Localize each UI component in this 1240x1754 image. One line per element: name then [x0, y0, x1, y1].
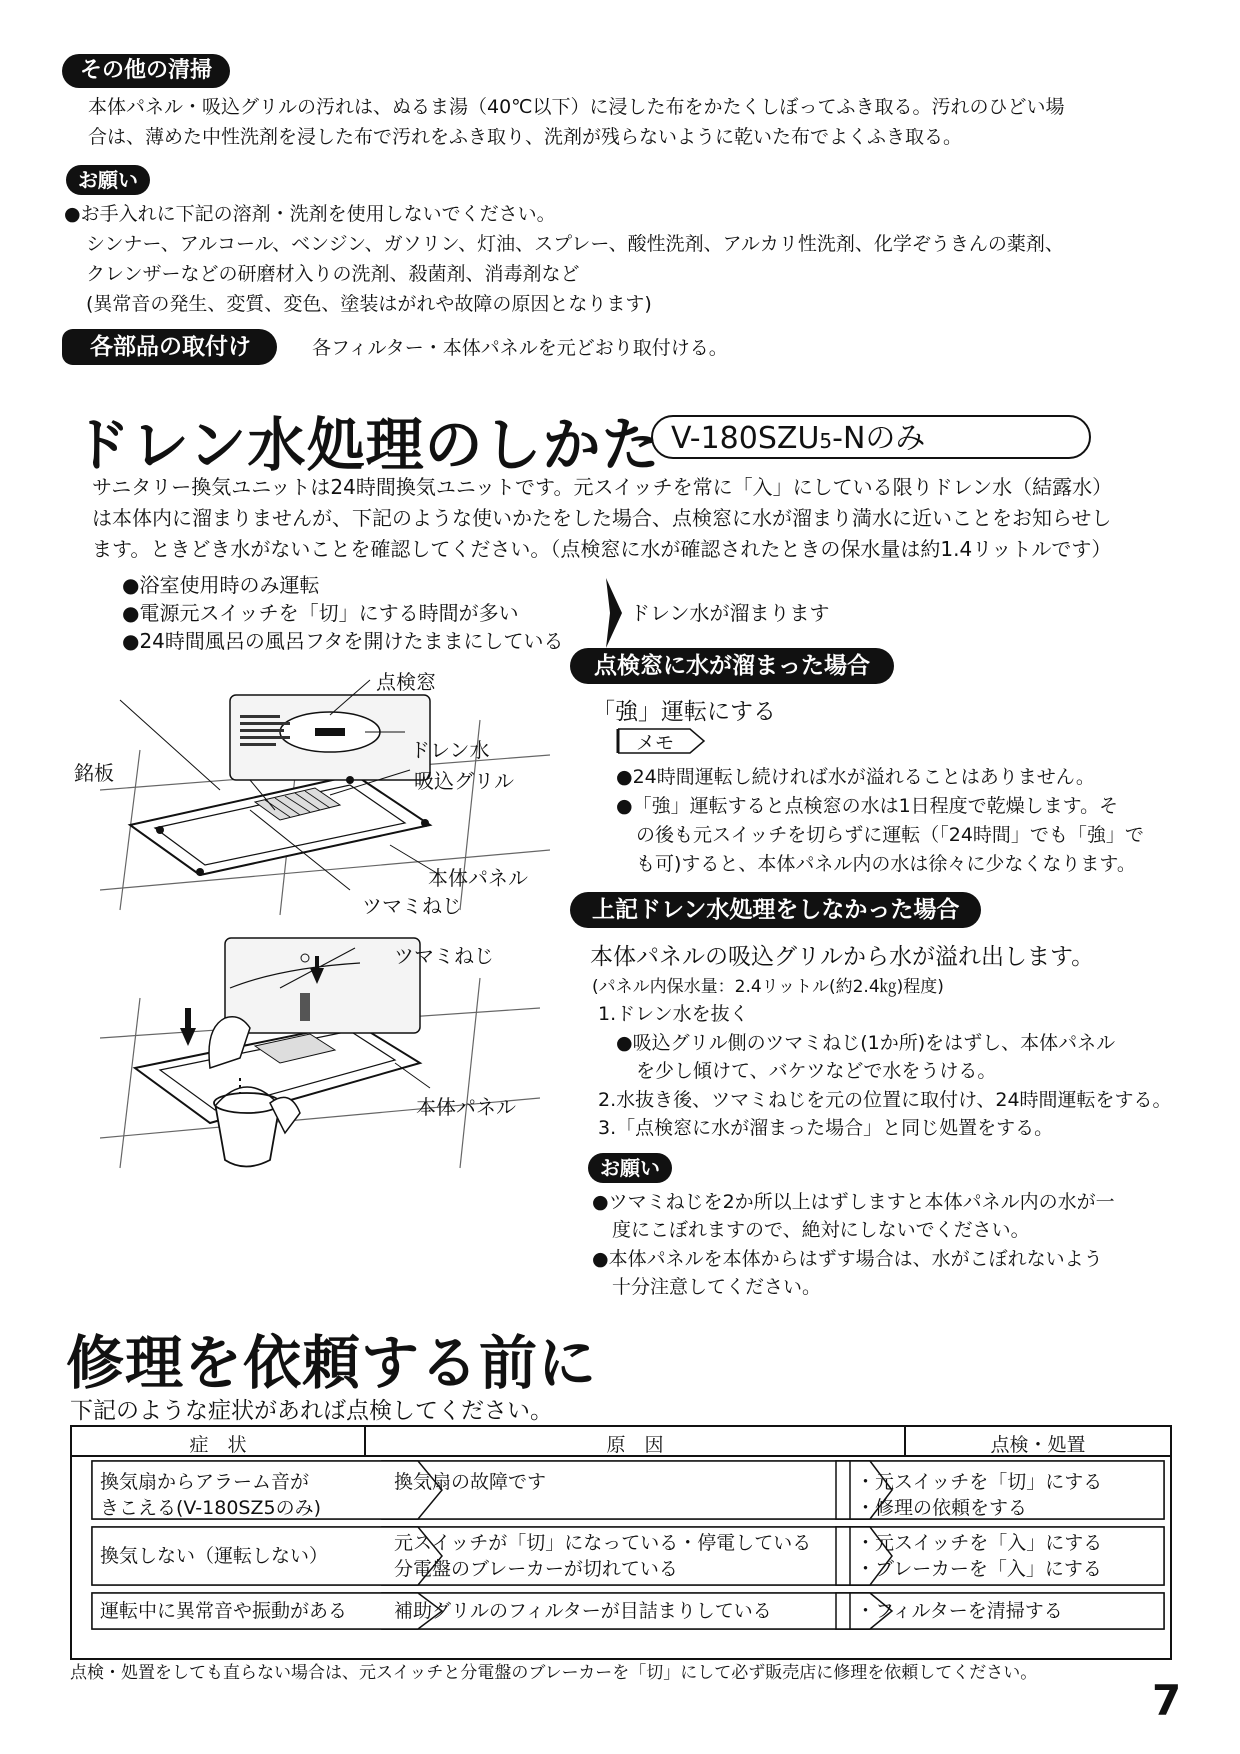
repair-footer: 点検・処置をしても直らない場合は、元スイッチと分電盤のブレーカーを「切」にして必ず販売店に修理を依頼してください。 — [70, 1663, 1038, 1683]
request-1-line-4: (異常音の発生、変質、変色、塗装はがれや故障の原因となります) — [86, 293, 652, 315]
row3-cause: 補助グリルのフィルターが目詰まりしている — [394, 1600, 772, 1622]
request-2-line-1: ●ツマミねじを2か所以上はずしますと本体パネル内の水が一 — [592, 1191, 1115, 1213]
model-sub: 5 — [819, 429, 833, 453]
condition-brace-arrow — [604, 578, 624, 648]
memo-tag — [616, 727, 706, 755]
drain-intro-line-2: は本体内に溜まりませんが、下記のような使いかたをした場合、点検窓に水が溜まり満水に近いことをお知らせし — [92, 506, 1112, 530]
case2-heading: 上記ドレン水処理をしなかった場合 — [570, 892, 981, 928]
request-1-line-1: ●お手入れに下記の溶剤・洗剤を使用しないでください。 — [64, 203, 556, 225]
row2-action-line-2: ・ブレーカーを「入」にする — [856, 1558, 1102, 1580]
label-body-panel-1: 本体パネル — [428, 866, 528, 890]
row1-action-line-2: ・修理の依頼をする — [856, 1497, 1028, 1519]
condition-1: ●浴室使用時のみ運転 — [122, 573, 320, 597]
case1-heading: 点検窓に水が溜まった場合 — [570, 648, 894, 684]
label-drain-water: ドレン水 — [410, 738, 490, 762]
repair-lead: 下記のような症状があれば点検してください。 — [70, 1398, 553, 1424]
request-heading-1: お願い — [66, 165, 150, 195]
page-number: 7 — [1152, 1676, 1182, 1725]
case2-step-1b: を少し傾けて、バケツなどで水をうける。 — [636, 1060, 997, 1082]
repair-title: 修理を依頼する前に — [66, 1329, 598, 1397]
request-1-line-2: シンナー、アルコール、ベンジン、ガソリン、灯油、スプレー、酸性洗剤、アルカリ性洗剤、化学ぞうきんの薬剤、 — [86, 233, 1064, 255]
case1-note-4: も可)すると、本体パネル内の水は徐々に少なくなります。 — [636, 853, 1136, 875]
other-cleaning-heading: その他の清掃 — [62, 54, 230, 88]
case2-sub: (パネル内保水量：2.4リットル(約2.4㎏)程度) — [592, 977, 944, 997]
case1-note-1: ●24時間運転し続ければ水が溢れることはありません。 — [616, 766, 1095, 788]
row3-action: ・フィルターを清掃する — [856, 1600, 1063, 1622]
case2-lead: 本体パネルの吸込グリルから水が溢れ出します。 — [590, 944, 1095, 970]
drain-intro-line-1: サニタリー換気ユニットは24時間換気ユニットです。元スイッチを常に「入」にしている限りドレン水（結露水） — [92, 475, 1113, 499]
request-2-line-4: 十分注意してください。 — [612, 1276, 822, 1298]
header-action: 点検・処置 — [990, 1434, 1086, 1456]
label-body-panel-2: 本体パネル — [416, 1095, 516, 1119]
row3-symptom: 運転中に異常音や振動がある — [100, 1600, 348, 1622]
label-knob-screw-1: ツマミねじ — [362, 894, 462, 918]
row2-cause-line-1: 元スイッチが「切」になっている・停電している — [394, 1532, 812, 1554]
row1-symptom-line-2: きこえる(V-180SZ5のみ) — [100, 1497, 321, 1519]
condition-2: ●電源元スイッチを「切」にする時間が多い — [122, 601, 519, 625]
label-inspection-window: 点検窓 — [376, 670, 436, 694]
row1-cause: 換気扇の故障です — [394, 1471, 547, 1493]
drain-title: ドレン水処理のしかた — [72, 411, 661, 479]
case2-step-2: 2.水抜き後、ツマミねじを元の位置に取付け、24時間運転をする。 — [598, 1089, 1172, 1111]
case1-note-3: の後も元スイッチを切らずに運転（「24時間」でも「強」で — [636, 824, 1144, 846]
other-cleaning-line-1: 本体パネル・吸込グリルの汚れは、ぬるま湯（40℃以下）に浸した布をかたくしぼってふき取る。汚れのひどい場 — [88, 96, 1065, 118]
parts-attach-text: 各フィルター・本体パネルを元どおり取付ける。 — [312, 337, 728, 359]
label-knob-screw-2: ツマミねじ — [394, 944, 494, 968]
label-intake-grill: 吸込グリル — [414, 769, 514, 793]
model-prefix: V-180SZU — [671, 421, 820, 456]
request-heading-2: お願い — [588, 1153, 672, 1183]
case1-action: 「強」運転にする — [592, 699, 776, 725]
drain-intro-line-3: ます。ときどき水がないことを確認してください。（点検窓に水が確認されたときの保水量は約1.4リットルです） — [92, 537, 1112, 561]
header-cause: 原 因 — [606, 1434, 664, 1456]
model-badge — [651, 415, 1091, 459]
case2-step-1a: ●吸込グリル側のツマミねじ(1か所)をはずし、本体パネル — [616, 1032, 1116, 1054]
row1-action-line-1: ・元スイッチを「切」にする — [856, 1471, 1103, 1493]
other-cleaning-line-2: 合は、薄めた中性洗剤を浸した布で汚れをふき取り、洗剤が残らないように乾いた布でよくふき取る。 — [88, 126, 963, 148]
conditions-result: ドレン水が溜まります — [630, 601, 830, 625]
request-1-line-3: クレンザーなどの研磨材入りの洗剤、殺菌剤、消毒剤など — [86, 263, 580, 285]
header-symptom: 症 状 — [189, 1434, 247, 1456]
case2-step-3: 3.「点検窓に水が溜まった場合」と同じ処置をする。 — [598, 1117, 1054, 1139]
memo-label: メモ — [636, 732, 675, 754]
case2-step-1: 1.ドレン水を抜く — [598, 1003, 749, 1025]
parts-attach-heading: 各部品の取付け — [62, 329, 277, 365]
row2-action-line-1: ・元スイッチを「入」にする — [856, 1532, 1103, 1554]
model-suffix: -Nのみ — [832, 421, 926, 456]
row1-symptom-line-1: 換気扇からアラーム音が — [100, 1471, 310, 1493]
condition-3: ●24時間風呂の風呂フタを開けたままにしている — [122, 629, 564, 653]
request-2-line-3: ●本体パネルを本体からはずす場合は、水がこぼれないよう — [592, 1248, 1103, 1270]
case1-note-2: ●「強」運転すると点検窓の水は1日程度で乾燥します。そ — [616, 795, 1119, 817]
row2-cause-line-2: 分電盤のブレーカーが切れている — [394, 1558, 678, 1580]
label-nameplate: 銘板 — [74, 761, 114, 785]
request-2-line-2: 度にこぼれますので、絶対にしないでください。 — [612, 1219, 1030, 1241]
row2-symptom: 換気しない（運転しない） — [100, 1545, 329, 1567]
